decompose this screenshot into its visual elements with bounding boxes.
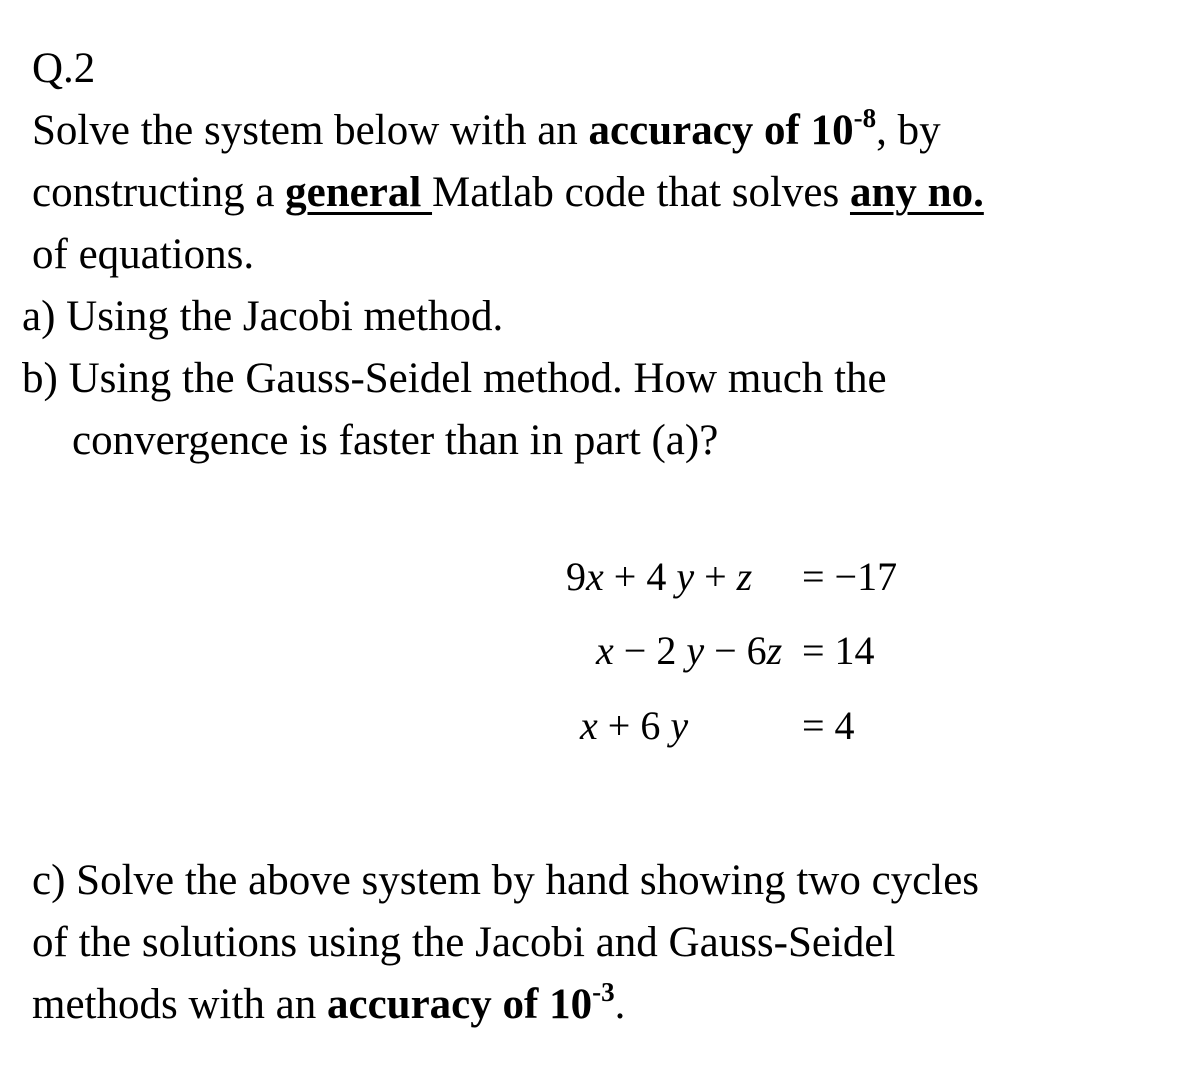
part-c-accuracy-label: accuracy of 10: [327, 981, 593, 1028]
accuracy-exponent: -8: [853, 103, 877, 133]
part-c-text-3: methods with an: [32, 981, 327, 1028]
intro-text-4: Matlab code that solves: [432, 169, 850, 216]
eq2-rhs-text: = 14: [802, 628, 875, 673]
part-c-accuracy-exponent: -3: [592, 977, 615, 1007]
eq3-var-y: y: [670, 703, 689, 748]
equation-1-rhs: [802, 554, 897, 600]
eq1-coef-x: 9: [566, 554, 586, 599]
part-c-period: .: [614, 981, 626, 1028]
intro-text-2: , by: [876, 107, 941, 154]
equation-2-lhs: [596, 628, 782, 674]
eq2-coef-y: 2: [656, 628, 687, 673]
eq3-op-1: +: [597, 703, 641, 748]
part-b-line-2: [72, 416, 718, 466]
intro-line-2: [32, 168, 984, 218]
eq1-var-x: x: [586, 554, 604, 599]
part-c-text-2: of the solutions using the Jacobi and Gauss-Seidel: [32, 919, 896, 966]
any-no-emphasis: any no.: [849, 169, 984, 216]
equation-3-rhs: [802, 703, 855, 749]
eq3-coef-y: 6: [640, 703, 671, 748]
equation-2-rhs: [802, 628, 875, 674]
part-c-line-2: [32, 918, 895, 968]
equation-3-lhs: [580, 703, 688, 749]
eq1-coef-y: 4: [646, 554, 677, 599]
eq1-var-y: y: [676, 554, 695, 599]
part-c-line-3: [32, 977, 626, 1030]
eq1-op-2: +: [694, 554, 737, 599]
eq2-var-y: y: [686, 628, 705, 673]
intro-line-1: [32, 103, 941, 156]
eq2-op-2: − 6: [704, 628, 767, 673]
part-b-line-1: [22, 354, 887, 404]
intro-text-3: constructing a: [32, 169, 286, 216]
part-a-text: a) Using the Jacobi method.: [22, 293, 504, 340]
equation-1-lhs: [566, 554, 752, 600]
part-b-text-2: convergence is faster than in part (a)?: [72, 417, 719, 464]
part-a: [22, 292, 503, 342]
intro-text-1: Solve the system below with an: [32, 107, 589, 154]
part-c-line-1: [32, 856, 979, 906]
part-b-text-1: b) Using the Gauss-Seidel method. How much the: [22, 355, 887, 402]
eq1-rhs-text: = −17: [802, 554, 898, 599]
part-c-text-1: c) Solve the above system by hand showing two cycles: [32, 857, 980, 904]
eq1-var-z: z: [736, 554, 753, 599]
accuracy-label: accuracy of 10: [588, 107, 854, 154]
intro-line-3: [32, 230, 254, 280]
eq3-var-x: x: [580, 703, 598, 748]
eq2-op-1: −: [613, 628, 657, 673]
question-number: [32, 44, 95, 94]
question-number-text: Q.2: [32, 45, 96, 92]
intro-text-5: of equations.: [32, 231, 255, 278]
eq3-rhs-text: = 4: [802, 703, 855, 748]
eq2-var-x: x: [596, 628, 614, 673]
eq1-op-1: +: [603, 554, 647, 599]
general-emphasis: general: [285, 169, 433, 216]
eq2-var-z: z: [766, 628, 783, 673]
